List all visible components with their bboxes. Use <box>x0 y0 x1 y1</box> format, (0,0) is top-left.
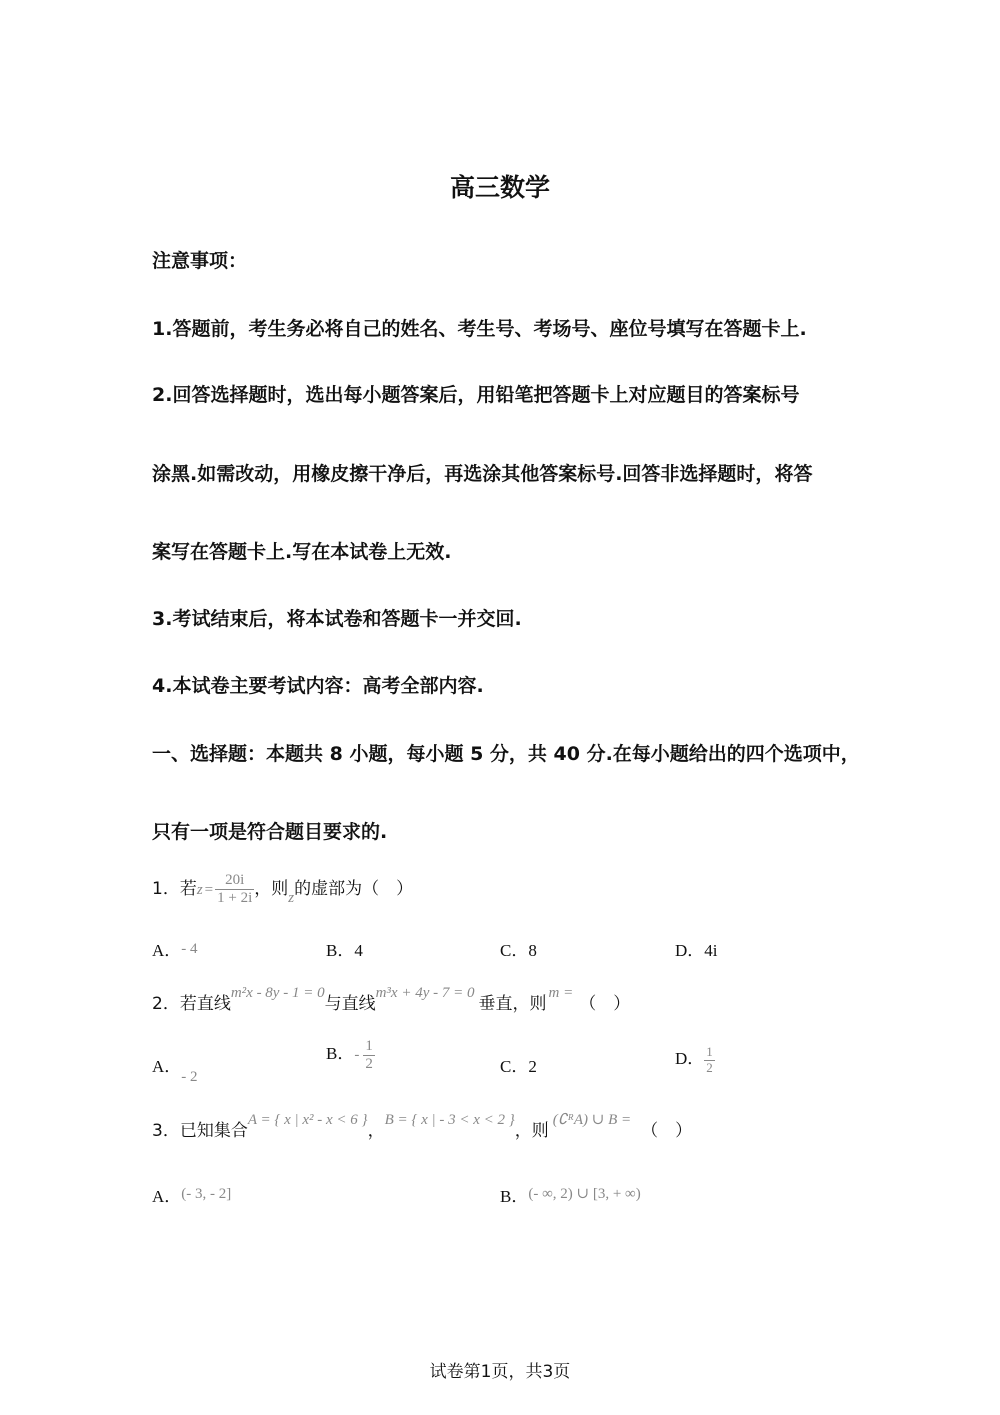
q1-z2: z <box>288 890 295 906</box>
q1-prefix: 1．若 <box>152 879 197 899</box>
q1-option-a: A．- 4 <box>152 941 198 960</box>
q2-mid: 与直线 <box>324 994 376 1014</box>
q2-option-d: D． $\frac{1}{2}$ <box>675 1044 713 1075</box>
question-2 <box>152 977 631 1014</box>
notice-line-6: 4.本试卷主要考试内容：高考全部内容. <box>152 675 484 697</box>
q2-option-c: C．2 <box>500 1057 537 1076</box>
notice-line-1: 1.答题前，考生务必将自己的姓名、考生号、考场号、座位号填写在答题卡上. <box>152 318 807 340</box>
notice-line-3: 涂黑.如需改动，用橡皮擦干净后，再选涂其他答案标号.回答非选择题时，将答 <box>152 463 813 485</box>
q1-z: z <box>196 882 203 898</box>
section-heading-line-2: 只有一项是符合题目要求的. <box>152 821 388 843</box>
q3-expression: (∁ᴿA) ∪ B = <box>552 1112 632 1128</box>
q2-prefix: 2．若直线 <box>152 994 231 1014</box>
q3-option-b: B．(- ∞, 2) ∪ [3, + ∞) <box>500 1186 641 1206</box>
q3-suffix: （ ） <box>641 1121 693 1141</box>
q3-option-a: A．(- 3, - 2] <box>152 1186 232 1206</box>
page-footer: 试卷第1页，共3页 <box>429 1362 571 1382</box>
q2-suffix-2: （ ） <box>579 994 631 1014</box>
notice-line-5: 3.考试结束后，将本试卷和答题卡一并交回. <box>152 608 522 630</box>
q1-eq: = <box>204 882 214 898</box>
notice-line-2: 2.回答选择题时，选出每小题答案后，用铅笔把答题卡上对应题目的答案标号 <box>152 384 800 406</box>
q1-denominator: 1 + 2i <box>217 889 253 906</box>
q3-prefix: 3．已知集合 <box>152 1121 248 1141</box>
q3-set-a: A = { x | x² - x < 6 } <box>247 1112 368 1128</box>
page-title: 高三数学 <box>449 173 550 202</box>
section-heading-line-1: 一、选择题：本题共 8 小题，每小题 5 分，共 40 分.在每小题给出的四个选项中， <box>152 743 860 765</box>
q3-comma: ， <box>367 1121 385 1141</box>
q1-option-c: C．8 <box>500 941 537 960</box>
notice-line-4: 案写在答题卡上.写在本试卷上无效. <box>152 541 452 563</box>
q2-option-a: A．- 2 <box>152 1057 198 1085</box>
q2-line-1: m²x - 8y - 1 = 0 <box>230 985 325 1001</box>
q2-suffix-1: 垂直，则 <box>478 994 547 1014</box>
notice-heading: 注意事项： <box>152 250 248 272</box>
q1-option-b: B．4 <box>326 941 363 960</box>
question-1 <box>152 872 413 906</box>
q1-option-d: D．4i <box>675 941 718 960</box>
q2-line-2: m³x + 4y - 7 = 0 <box>375 985 475 1001</box>
q1-fraction <box>215 872 254 906</box>
q1-suffix: 的虚部为（ ） <box>294 879 414 899</box>
q1-mid: ，则 <box>254 879 289 899</box>
q3-mid: ，则 <box>514 1121 549 1141</box>
question-3 <box>152 1104 693 1141</box>
q1-numerator: 20i <box>225 872 245 888</box>
q3-set-b: B = { x | - 3 < x < 2 } <box>384 1112 515 1128</box>
q2-option-b: B．- $\frac{1}{2}$ <box>326 1038 373 1072</box>
q2-m: m = <box>548 985 574 1001</box>
